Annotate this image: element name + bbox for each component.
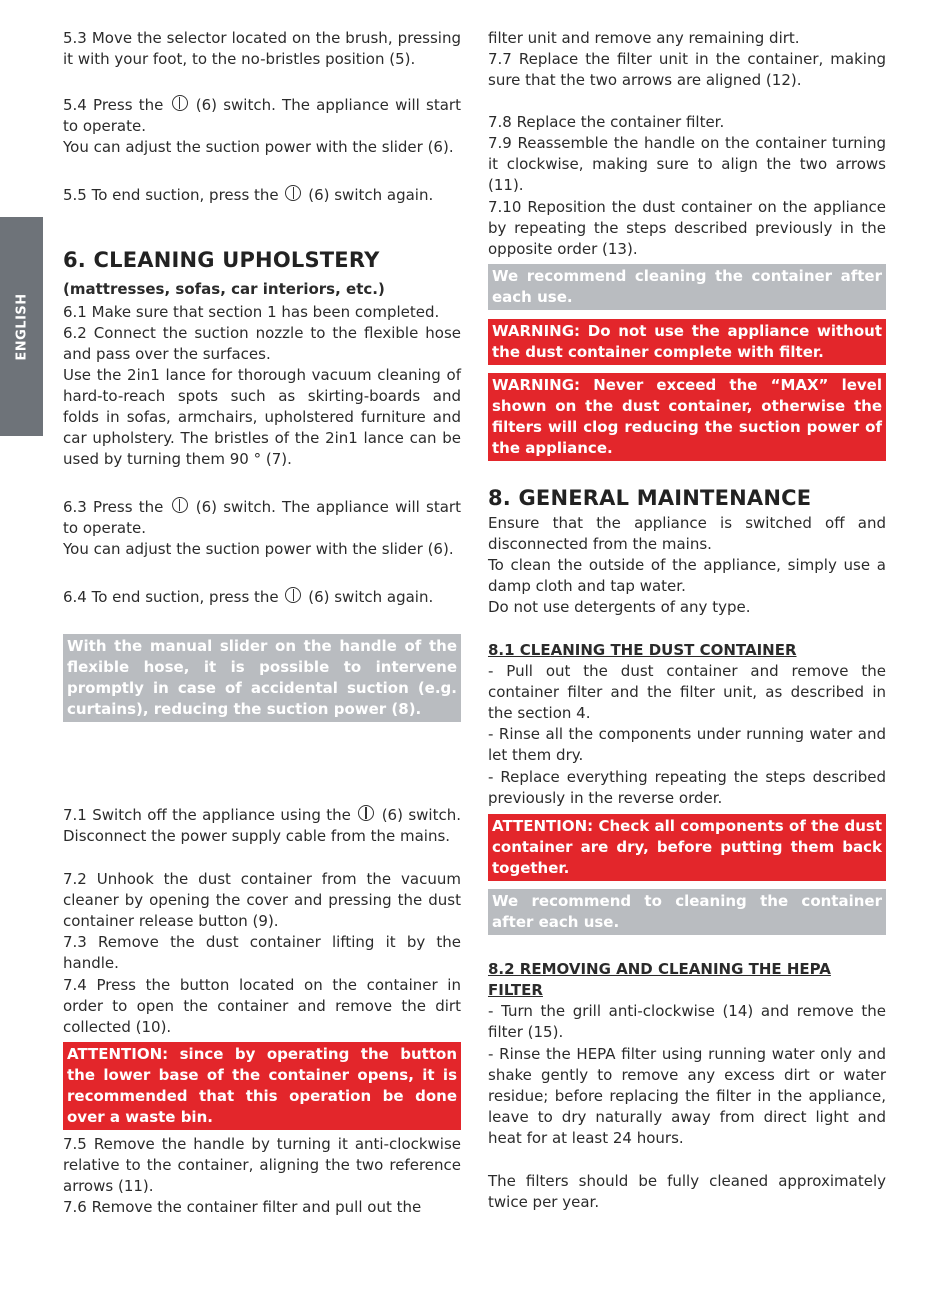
language-tab xyxy=(0,217,43,436)
step-6-1: 6.1 Make sure that section 1 has been completed. xyxy=(63,303,440,321)
step-5-4-slider: You can adjust the suction power with the slider (6). xyxy=(63,138,454,156)
note-clean-container: We recommend cleaning the container after each use. xyxy=(488,264,886,310)
step-8-1-rinse: - Rinse all the components under running water and let them dry. xyxy=(488,725,886,764)
step-8-2-grill: - Turn the grill anti-clockwise (14) and remove the filter (15). xyxy=(488,1002,886,1041)
step-8-1-replace: - Replace everything repeating the steps described previously in the reverse order. xyxy=(488,768,886,807)
step-7-9: 7.9 Reassemble the handle on the container turning it clockwise, making sure to align the two arrows (11). xyxy=(488,134,886,194)
section-6-heading: 6. CLEANING UPHOLSTERY xyxy=(63,248,380,272)
step-8-1-pull-out: - Pull out the dust container and remove the container filter and the filter unit, as described in the section 4. xyxy=(488,662,886,722)
power-icon xyxy=(285,587,301,603)
warning-no-container: WARNING: Do not use the appliance without the dust container complete with filter. xyxy=(488,319,886,365)
step-5-4: 5.4 Press the (6) switch. The appliance will start to operate. xyxy=(63,96,461,135)
step-7-2: 7.2 Unhook the dust container from the vacuum cleaner by opening the cover and pressing the dust container release button (9). xyxy=(63,870,461,930)
step-7-1: 7.1 Switch off the appliance using the (6) switch. Disconnect the power supply cable from the mains. xyxy=(63,806,461,845)
step-7-10: 7.10 Reposition the dust container on the appliance by repeating the steps described previously in the opposite order (13). xyxy=(488,198,886,258)
maintenance-switch-off: Ensure that the appliance is switched off and disconnected from the mains. xyxy=(488,514,886,553)
power-icon xyxy=(172,497,188,513)
attention-waste-bin: ATTENTION: since by operating the button the lower base of the container opens, it is recommended that this operation be done over a waste bin. xyxy=(63,1042,461,1130)
power-icon xyxy=(285,185,301,201)
step-8-2-rinse: - Rinse the HEPA filter using running water only and shake gently to remove any excess dirt or water residue; before replacing the filter in the appliance, leave to dry naturally away from direct light and heat for at least 24 hours. xyxy=(488,1045,886,1147)
section-8-heading: 8. GENERAL MAINTENANCE xyxy=(488,486,812,510)
attention-dry-components: ATTENTION: Check all components of the dust container are dry, before putting them back together. xyxy=(488,814,886,881)
power-icon xyxy=(358,805,374,821)
note-clean-container-2: We recommend to cleaning the container after each use. xyxy=(488,889,886,935)
step-7-5: 7.5 Remove the handle by turning it anti-clockwise relative to the container, aligning the two reference arrows (11). xyxy=(63,1135,461,1195)
language-tab-label: ENGLISH xyxy=(14,292,29,361)
step-5-3: 5.3 Move the selector located on the brush, pressing it with your foot, to the no-bristles position (5). xyxy=(63,29,461,68)
section-8-1-heading: 8.1 CLEANING THE DUST CONTAINER xyxy=(488,641,797,659)
step-5-5: 5.5 To end suction, press the (6) switch again. xyxy=(63,186,434,204)
step-6-2: 6.2 Connect the suction nozzle to the flexible hose and pass over the surfaces. xyxy=(63,324,461,363)
step-6-2-lance: Use the 2in1 lance for thorough vacuum cleaning of hard-to-reach spots such as skirting-boards and folds in sofas, armchairs, upholstered furniture and car upholstery. The bristles of the 2in1 lance can be used by turning them 90 ° (7). xyxy=(63,366,461,468)
power-icon xyxy=(172,95,188,111)
step-7-6: 7.6 Remove the container filter and pull out the xyxy=(63,1198,422,1216)
warning-max-level: WARNING: Never exceed the “MAX” level shown on the dust container, otherwise the filters will clog reducing the suction power of the appliance. xyxy=(488,373,886,461)
maintenance-no-detergents: Do not use detergents of any type. xyxy=(488,598,751,616)
step-7-6-cont: filter unit and remove any remaining dirt. xyxy=(488,29,800,47)
step-6-3: 6.3 Press the (6) switch. The appliance will start to operate. xyxy=(63,498,461,537)
note-manual-slider: With the manual slider on the handle of the flexible hose, it is possible to intervene promptly in case of accidental suction (e.g. curtains), reducing the suction power (8). xyxy=(63,634,461,722)
step-8-2-frequency: The filters should be fully cleaned approximately twice per year. xyxy=(488,1172,886,1211)
step-7-7: 7.7 Replace the filter unit in the container, making sure that the two arrows are aligned (12). xyxy=(488,50,886,89)
step-6-4: 6.4 To end suction, press the (6) switch again. xyxy=(63,588,434,606)
step-7-3: 7.3 Remove the dust container lifting it by the handle. xyxy=(63,933,461,972)
step-7-4: 7.4 Press the button located on the container in order to open the container and remove the dirt collected (10). xyxy=(63,976,461,1036)
maintenance-clean-outside: To clean the outside of the appliance, simply use a damp cloth and tap water. xyxy=(488,556,886,595)
section-6-subheading: (mattresses, sofas, car interiors, etc.) xyxy=(63,280,385,298)
step-7-8: 7.8 Replace the container filter. xyxy=(488,113,725,131)
section-8-2-heading: 8.2 REMOVING AND CLEANING THE HEPA FILTER xyxy=(488,960,831,999)
step-6-3-slider: You can adjust the suction power with the slider (6). xyxy=(63,540,454,558)
